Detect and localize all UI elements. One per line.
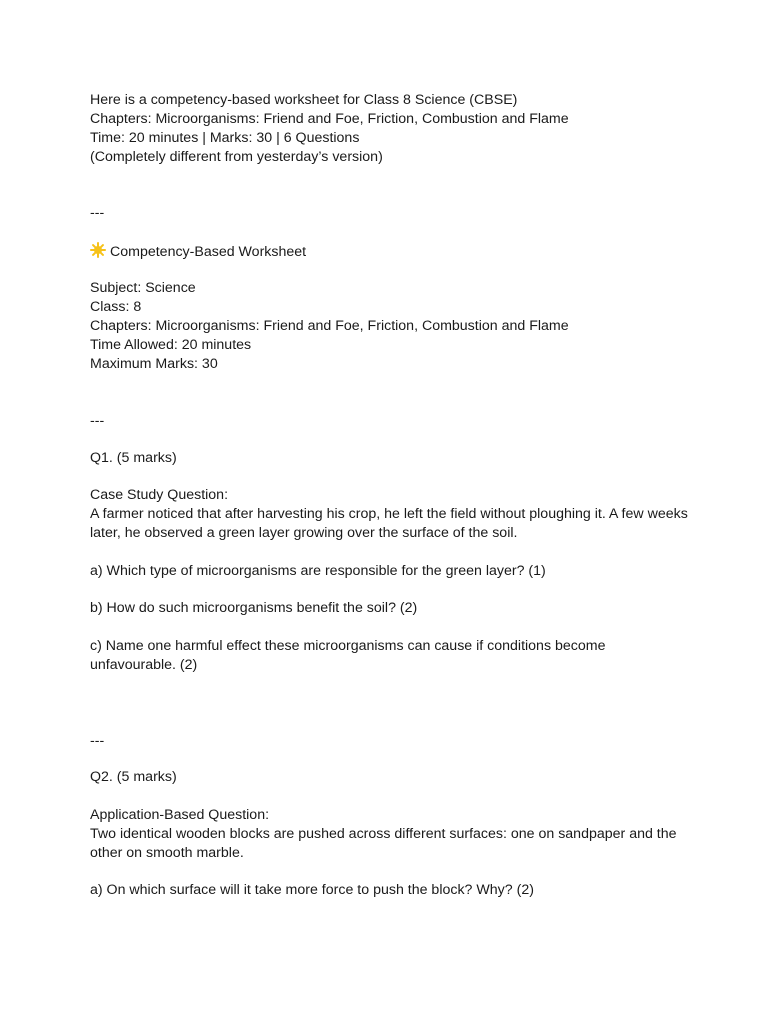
time-line: Time Allowed: 20 minutes bbox=[90, 337, 252, 353]
marks-line: Maximum Marks: 30 bbox=[90, 356, 218, 372]
worksheet-title: Competency-Based Worksheet bbox=[110, 244, 307, 260]
q1-type: Case Study Question: bbox=[90, 487, 229, 503]
intro-line-2: Chapters: Microorganisms: Friend and Foe, Friction, Combustion and Flame bbox=[90, 111, 569, 127]
q1-part-b: b) How do such microorganisms benefit the soil? (2) bbox=[90, 600, 418, 616]
q1-header: Q1. (5 marks) bbox=[90, 450, 177, 466]
q2-part-a: a) On which surface will it take more force to push the block? Why? (2) bbox=[90, 882, 534, 898]
q1-text-line-1: A farmer noticed that after harvesting his crop, he left the field without ploughing it. A few weeks bbox=[90, 506, 688, 522]
q2-text-line-2: other on smooth marble. bbox=[90, 845, 244, 861]
q1-part-c-line-1: c) Name one harmful effect these microorganisms can cause if conditions become bbox=[90, 638, 606, 654]
separator-2: --- bbox=[90, 413, 105, 429]
separator-3: --- bbox=[90, 733, 105, 749]
worksheet-title-row bbox=[90, 242, 306, 261]
q1-part-c-line-2: unfavourable. (2) bbox=[90, 657, 198, 673]
q1-part-a: a) Which type of microorganisms are responsible for the green layer? (1) bbox=[90, 563, 546, 579]
separator-1: --- bbox=[90, 205, 105, 221]
q2-text-line-1: Two identical wooden blocks are pushed across different surfaces: one on sandpaper and the bbox=[90, 826, 677, 842]
q2-header: Q2. (5 marks) bbox=[90, 769, 177, 785]
class-line: Class: 8 bbox=[90, 299, 142, 315]
intro-line-4: (Completely different from yesterday’s version) bbox=[90, 149, 383, 165]
q2-type: Application-Based Question: bbox=[90, 807, 270, 823]
sun-icon bbox=[90, 242, 106, 258]
intro-line-3: Time: 20 minutes | Marks: 30 | 6 Questions bbox=[90, 130, 360, 146]
intro-line-1: Here is a competency-based worksheet for Class 8 Science (CBSE) bbox=[90, 92, 518, 108]
subject-line: Subject: Science bbox=[90, 280, 196, 296]
q1-text-line-2: later, he observed a green layer growing over the surface of the soil. bbox=[90, 525, 518, 541]
chapters-line: Chapters: Microorganisms: Friend and Foe, Friction, Combustion and Flame bbox=[90, 318, 569, 334]
